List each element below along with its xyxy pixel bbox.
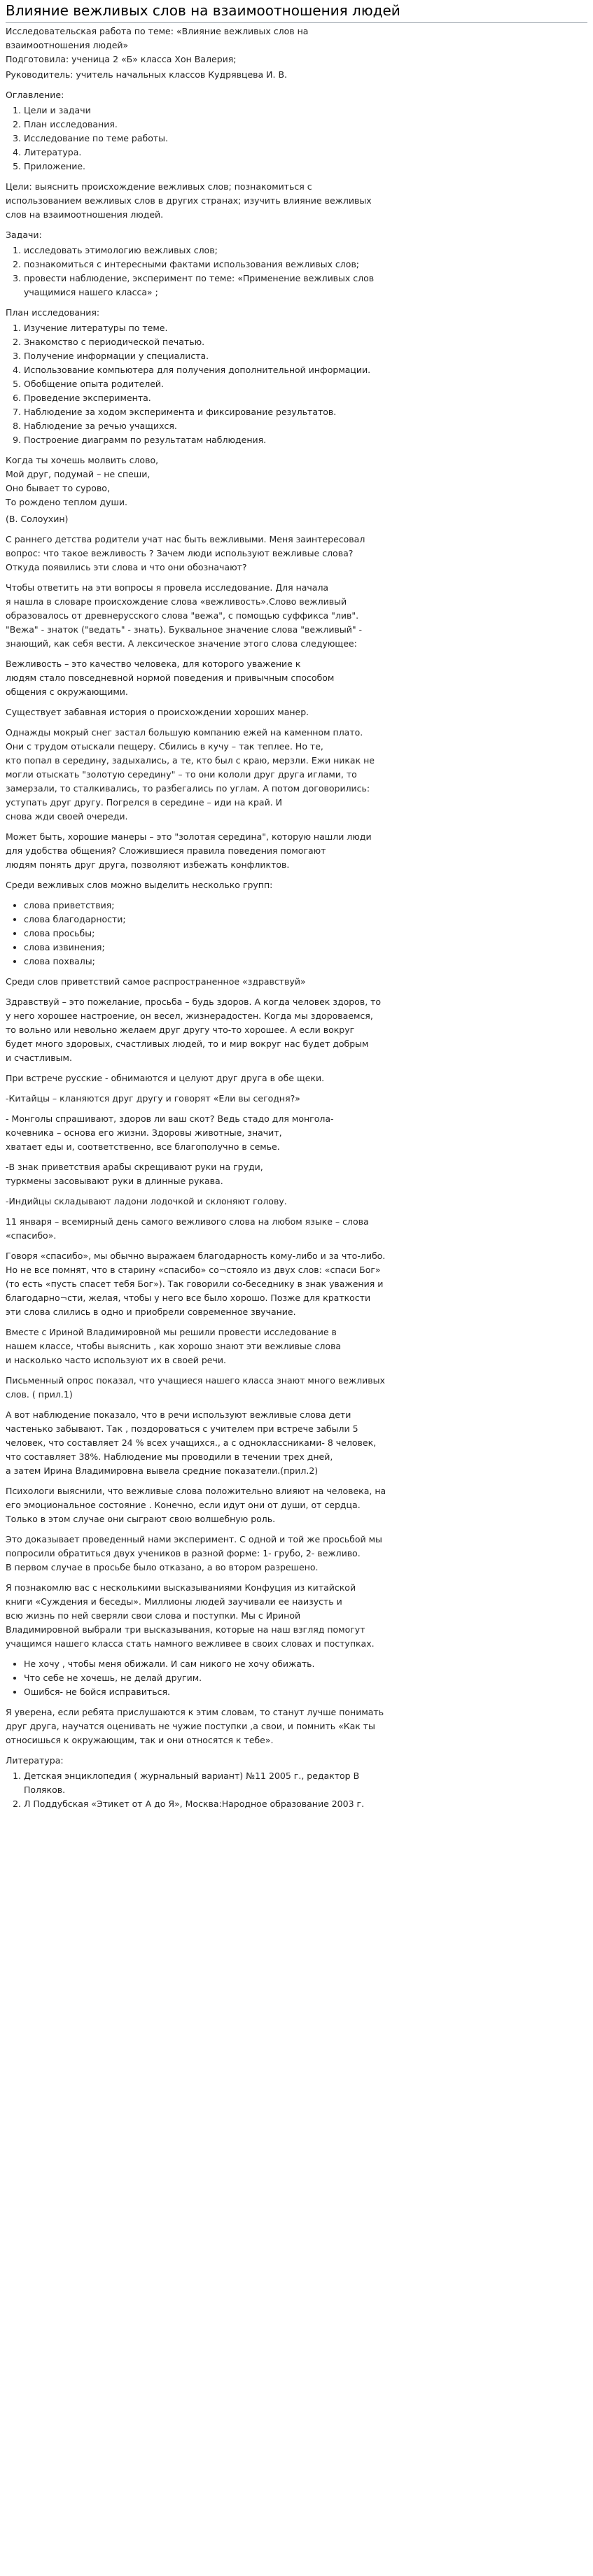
text-line: Поляков.	[24, 1785, 66, 1795]
text-line: Письменный опрос показал, что учащиеся нашего класса знают много вежливых	[6, 1375, 385, 1386]
text-line: Существует забавная история о происхождении хороших манер.	[6, 707, 309, 717]
text-line: Мой друг, подумай – не спеши,	[6, 469, 151, 479]
paragraph	[6, 533, 587, 575]
tasks-list	[6, 244, 587, 300]
list-item: • Не хочу , чтобы меня обижали. И сам никого не хочу обижать.	[24, 1657, 587, 1671]
text-line: у него хорошее настроение, он весел, жизнерадостен. Когда мы здороваемся,	[6, 1011, 373, 1021]
text-line: 2. Л Поддубская «Этикет от А до Я», Москва:Народное образование 2003 г.	[24, 1799, 365, 1809]
text-line: попросили обратиться двух учеников в разной форме: 1- грубо, 2- вежливо.	[6, 1548, 361, 1558]
text-line: -Китайцы – кланяются друг другу и говорят «Ели вы сегодня?»	[6, 1093, 300, 1104]
text-line: слов на взаимоотношения людей.	[6, 209, 164, 220]
plan-heading: План исследования:	[6, 307, 100, 318]
text-line: Они с трудом отыскали пещеру. Сбились в кучу – так теплее. Но те,	[6, 741, 323, 752]
document-content	[6, 24, 587, 1811]
tasks-heading: Задачи:	[6, 230, 42, 240]
text-line: Может быть, хорошие манеры – это "золотая середина", которую нашли люди	[6, 831, 372, 842]
text-line: Исследовательская работа по теме: «Влияние вежливых слов на	[6, 26, 309, 36]
text-line: 3. провести наблюдение, эксперимент по теме: «Применение вежливых слов	[24, 273, 375, 283]
list-item: 4. Литература.	[24, 146, 587, 160]
list-item: 2. Знакомство с периодической печатью.	[24, 335, 587, 349]
list-item: 7. Наблюдение за ходом эксперимента и фиксирование результатов.	[24, 405, 587, 419]
text-line: "Вежа" - знаток ("ведать" - знать). Буквальное значение слова "вежливый" -	[6, 624, 363, 635]
text-line: С раннего детства родители учат нас быть вежливыми. Меня заинтересовал	[6, 534, 365, 544]
text-line: 11 января – всемирный день самого вежливого слова на любом языке – слова	[6, 1216, 369, 1227]
text-line: учащимися нашего класса» ;	[24, 287, 158, 297]
paragraph	[6, 975, 587, 989]
text-line: 2. познакомиться с интересными фактами использования вежливых слов;	[24, 259, 360, 269]
text-line: А вот наблюдение показало, что в речи используют вежливые слова дети	[6, 1409, 351, 1420]
conclusion	[6, 1705, 587, 1747]
list-item: 3. Исследование по теме работы.	[24, 132, 587, 146]
list-item	[24, 272, 587, 300]
text-line: и счастливым.	[6, 1053, 72, 1063]
text-line: Среди слов приветствий самое распространенное «здравствуй»	[6, 976, 306, 987]
text-line: кто попал в середину, задыхались, а те, кто был с краю, мерзли. Ежи никак не	[6, 755, 375, 766]
toc-heading: Оглавление:	[6, 90, 64, 100]
text-line: Подготовила: ученица 2 «Б» класса Хон Валерия;	[6, 54, 237, 64]
paragraph	[6, 657, 587, 699]
text-line: Оно бывает то сурово,	[6, 483, 110, 493]
text-line: то вольно или невольно желаем друг другу что-то хорошее. А если вокруг	[6, 1025, 355, 1035]
text-line: - Монголы спрашивают, здоров ли ваш скот? Ведь стадо для монгола-	[6, 1113, 334, 1124]
list-item: • слова извинения;	[24, 941, 587, 955]
text-line: (то есть «пусть спасет тебя Бог»). Так говорили со-беседнику в знак уважения и	[6, 1279, 384, 1289]
text-line: 1. Детская энциклопедия ( журнальный вариант) №11 2005 г., редактор В	[24, 1771, 360, 1781]
text-line: 1. исследовать этимологию вежливых слов;	[24, 245, 218, 255]
text-line: его эмоциональное состояние . Конечно, если идут они от души, от сердца.	[6, 1500, 361, 1510]
text-line: Владимировной выбрали три высказывания, которые на наш взгляд помогут	[6, 1624, 365, 1635]
list-item	[24, 258, 587, 272]
paragraph	[6, 1215, 587, 1243]
text-line: «спасибо».	[6, 1230, 57, 1241]
list-item: 1. Изучение литературы по теме.	[24, 321, 587, 335]
paragraph	[6, 1092, 587, 1106]
goals	[6, 180, 587, 222]
paragraph	[6, 1325, 587, 1367]
greeting-groups-list	[6, 899, 587, 969]
text-line: Откуда появились эти слова и что они обозначают?	[6, 562, 247, 572]
text-line: могли отыскать "золотую середину" – то они кололи друг друга иглами, то	[6, 769, 357, 780]
paragraph	[6, 1071, 587, 1085]
text-line: кочевника – основа его жизни. Здоровы животные, значит,	[6, 1127, 282, 1138]
paragraph	[6, 726, 587, 824]
text-line: относишься к окружающим, так и они относятся к тебе».	[6, 1735, 274, 1745]
text-line: Чтобы ответить на эти вопросы я провела исследование. Для начала	[6, 582, 329, 593]
paragraph	[6, 830, 587, 872]
text-line: знающий, как себя вести. А лексическое значение этого слова следующее:	[6, 638, 357, 649]
text-line: и насколько часто используют их в своей речи.	[6, 1355, 226, 1365]
text-line: эти слова слились в одно и приобрели современное звучание.	[6, 1307, 296, 1317]
text-line: То рождено теплом души.	[6, 497, 127, 507]
text-line: будет много здоровых, счастливых людей, то и мир вокруг нас будет добрым	[6, 1039, 369, 1049]
list-item: 5. Приложение.	[24, 160, 587, 174]
text-line: уступать друг другу. Погрелся в середине – иди на край. И	[6, 797, 282, 808]
text-line: (В. Солоухин)	[6, 514, 69, 524]
text-line: туркмены засовывают руки в длинные рукава.	[6, 1176, 223, 1186]
text-line: Вместе с Ириной Владимировной мы решили провести исследование в	[6, 1327, 337, 1337]
literature-list	[6, 1769, 587, 1811]
text-line: всю жизнь по ней сверяли свои слова и поступки. Мы с Ириной	[6, 1610, 301, 1621]
text-line: взаимоотношения людей»	[6, 40, 129, 50]
text-line: снова жди своей очереди.	[6, 811, 128, 822]
list-item	[24, 1797, 587, 1811]
text-line: -Индийцы складывают ладони лодочкой и склоняют голову.	[6, 1196, 287, 1206]
text-line: Когда ты хочешь молвить слово,	[6, 455, 159, 465]
text-line: Здравствуй – это пожелание, просьба – будь здоров. А когда человек здоров, то	[6, 997, 382, 1007]
text-line: Говоря «спасибо», мы обычно выражаем благодарность кому-либо и за что-либо.	[6, 1251, 386, 1261]
list-item: 3. Получение информации у специалиста.	[24, 349, 587, 363]
text-line: что составляет 38%. Наблюдение мы проводили в течении трех дней,	[6, 1451, 333, 1462]
list-item: 6. Проведение эксперимента.	[24, 391, 587, 405]
text-line: друг друга, научатся оценивать не чужие поступки ,а свои, и помнить «Как ты	[6, 1721, 375, 1731]
text-line: Я познакомлю вас с несколькими высказываниями Конфуция из китайской	[6, 1582, 356, 1593]
list-item: 5. Обобщение опыта родителей.	[24, 377, 587, 391]
text-line: слов. ( прил.1)	[6, 1389, 73, 1400]
paragraph	[6, 1374, 587, 1402]
list-item: • слова похвалы;	[24, 955, 587, 969]
text-line: Я уверена, если ребята прислушаются к этим словам, то станут лучше понимать	[6, 1707, 384, 1717]
epigraph-poem	[6, 453, 587, 509]
paragraph	[6, 1112, 587, 1154]
text-line: В первом случае в просьбе было отказано, а во втором разрешено.	[6, 1562, 319, 1572]
paragraph	[6, 995, 587, 1065]
list-item: 4. Использование компьютера для получения дополнительной информации.	[24, 363, 587, 377]
list-item: • Ошибся- не бойся исправиться.	[24, 1685, 587, 1699]
text-line: образовалось от древнерусского слова "вежа", с помощью суффикса "лив".	[6, 610, 359, 621]
paragraph	[6, 1195, 587, 1209]
text-line: учащимся нашего класса стать намного вежливее в своих словах и поступках.	[6, 1638, 375, 1649]
text-line: частенько забывают. Так , поздороваться с учителем при встрече забыли 5	[6, 1423, 358, 1434]
paragraph	[6, 1533, 587, 1575]
text-line: людям понять друг друга, позволяют избежать конфликтов.	[6, 859, 290, 870]
text-line: замерзали, то сталкивались, то разбегались по углам. А потом договорились:	[6, 783, 370, 794]
text-line: книги «Суждения и беседы». Миллионы людей заучивали ее наизусть и	[6, 1596, 342, 1607]
list-item: 1. Цели и задачи	[24, 104, 587, 118]
text-line: я нашла в словаре происхождение слова «вежливость».Слово вежливый	[6, 596, 347, 607]
text-line: вопрос: что такое вежливость ? Зачем люди используют вежливые слова?	[6, 548, 354, 558]
text-line: Среди вежливых слов можно выделить несколько групп:	[6, 880, 273, 890]
paragraph	[6, 1484, 587, 1526]
text-line: использованием вежливых слов в других странах; изучить влияние вежливых	[6, 195, 372, 206]
paragraph	[6, 878, 587, 892]
list-item: • Что себе не хочешь, не делай другим.	[24, 1671, 587, 1685]
text-line: благодарно¬сти, желая, чтобы у него все было хорошо. Позже для краткости	[6, 1293, 371, 1303]
page-title: Влияние вежливых слов на взаимоотношения людей	[6, 0, 587, 23]
paragraph	[6, 1249, 587, 1319]
text-line: Психологи выяснили, что вежливые слова положительно влияют на человека, на	[6, 1486, 386, 1496]
paragraph	[6, 581, 587, 651]
text-line: Только в этом случае они сыграют свою волшебную роль.	[6, 1514, 276, 1524]
paragraph	[6, 705, 587, 719]
text-line: Но не все помнят, что в старину «спасибо» со¬стояло из двух слов: «спаси Бог»	[6, 1265, 381, 1275]
epigraph-author	[6, 512, 587, 526]
literature-heading: Литература:	[6, 1755, 64, 1766]
text-line: для удобства общения? Сложившиеся правила поведения помогают	[6, 845, 326, 856]
supervisor	[6, 68, 587, 82]
list-item: 2. План исследования.	[24, 118, 587, 132]
list-item: • слова приветствия;	[24, 899, 587, 913]
plan-list	[6, 321, 587, 447]
text-line: Однажды мокрый снег застал большую компанию ежей на каменном плато.	[6, 727, 363, 738]
paragraph	[6, 1581, 587, 1651]
list-item	[24, 244, 587, 258]
list-item: 9. Построение диаграмм по результатам наблюдения.	[24, 433, 587, 447]
list-item: • слова благодарности;	[24, 913, 587, 927]
intro	[6, 24, 587, 66]
text-line: а затем Ирина Владимировна вывела средние показатели.(прил.2)	[6, 1465, 319, 1476]
text-line: Цели: выяснить происхождение вежливых слов; познакомиться с	[6, 181, 312, 192]
text-line: Это доказывает проведенный нами эксперимент. С одной и той же просьбой мы	[6, 1534, 382, 1544]
text-line: -В знак приветствия арабы скрещивают руки на груди,	[6, 1162, 263, 1172]
text-line: Руководитель: учитель начальных классов Кудрявцева И. В.	[6, 69, 287, 80]
text-line: хватает еды и, соответственно, все благополучно в семье.	[6, 1141, 280, 1152]
text-line: людям стало повседневной нормой поведения и привычным способом	[6, 673, 335, 683]
text-line: человек, что составляет 24 % всех учащихся., а с одноклассниками- 8 человек,	[6, 1437, 377, 1448]
list-item: 8. Наблюдение за речью учащихся.	[24, 419, 587, 433]
text-line: При встрече русские - обнимаются и целуют друг друга в обе щеки.	[6, 1073, 325, 1083]
text-line: нашем классе, чтобы выяснить , как хорошо знают эти вежливые слова	[6, 1341, 342, 1351]
paragraph	[6, 1160, 587, 1188]
confucius-quotes-list	[6, 1657, 587, 1699]
text-line: общения с окружающими.	[6, 687, 128, 697]
list-item	[24, 1769, 587, 1797]
text-line: Вежливость – это качество человека, для которого уважение к	[6, 659, 301, 669]
list-item: • слова просьбы;	[24, 927, 587, 941]
paragraph	[6, 1408, 587, 1478]
toc-list	[6, 104, 587, 174]
